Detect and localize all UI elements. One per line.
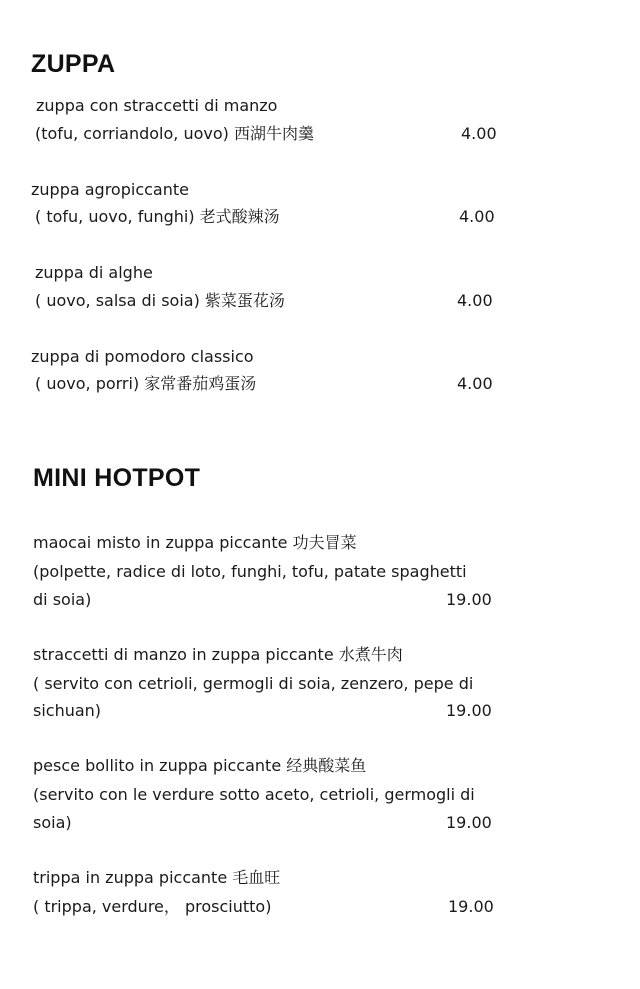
item-name: pesce bollito in zuppa piccante 经典酸菜鱼 [33,756,367,775]
item-price: 19.00 [446,813,492,832]
item-price: 4.00 [457,374,493,393]
item-name: straccetti di manzo in zuppa piccante 水煮牛肉 [33,645,403,664]
item-detail: ( trippa, verdure， prosciutto) [33,897,272,916]
item-detail: (tofu, corriandolo, uovo) 西湖牛肉羹 [35,124,314,143]
section-title-zuppa: ZUPPA [31,50,116,78]
item-name: maocai misto in zuppa piccante 功夫冒菜 [33,533,357,552]
item-price: 4.00 [461,124,497,143]
item-detail: (polpette, radice di loto, funghi, tofu, patate spaghetti [33,562,467,581]
item-name: zuppa agropiccante [31,180,189,199]
item-detail: ( uovo, salsa di soia) 紫菜蛋花汤 [35,291,285,310]
item-detail: di soia) [33,590,92,609]
item-price: 19.00 [446,701,492,720]
item-price: 19.00 [448,897,494,916]
item-price: 4.00 [459,207,495,226]
item-detail: soia) [33,813,72,832]
item-detail: ( uovo, porri) 家常番茄鸡蛋汤 [35,374,257,393]
item-detail: ( tofu, uovo, funghi) 老式酸辣汤 [35,207,280,226]
item-price: 4.00 [457,291,493,310]
item-detail: (servito con le verdure sotto aceto, cetrioli, germogli di [33,785,475,804]
section-title-mini-hotpot: MINI HOTPOT [33,464,201,492]
item-detail: ( servito con cetrioli, germogli di soia, zenzero, pepe di [33,674,474,693]
item-name: zuppa con straccetti di manzo [36,96,278,115]
item-name: zuppa di alghe [35,263,153,282]
item-price: 19.00 [446,590,492,609]
item-name: trippa in zuppa piccante 毛血旺 [33,868,281,887]
item-name: zuppa di pomodoro classico [31,347,254,366]
item-detail: sichuan) [33,701,102,720]
